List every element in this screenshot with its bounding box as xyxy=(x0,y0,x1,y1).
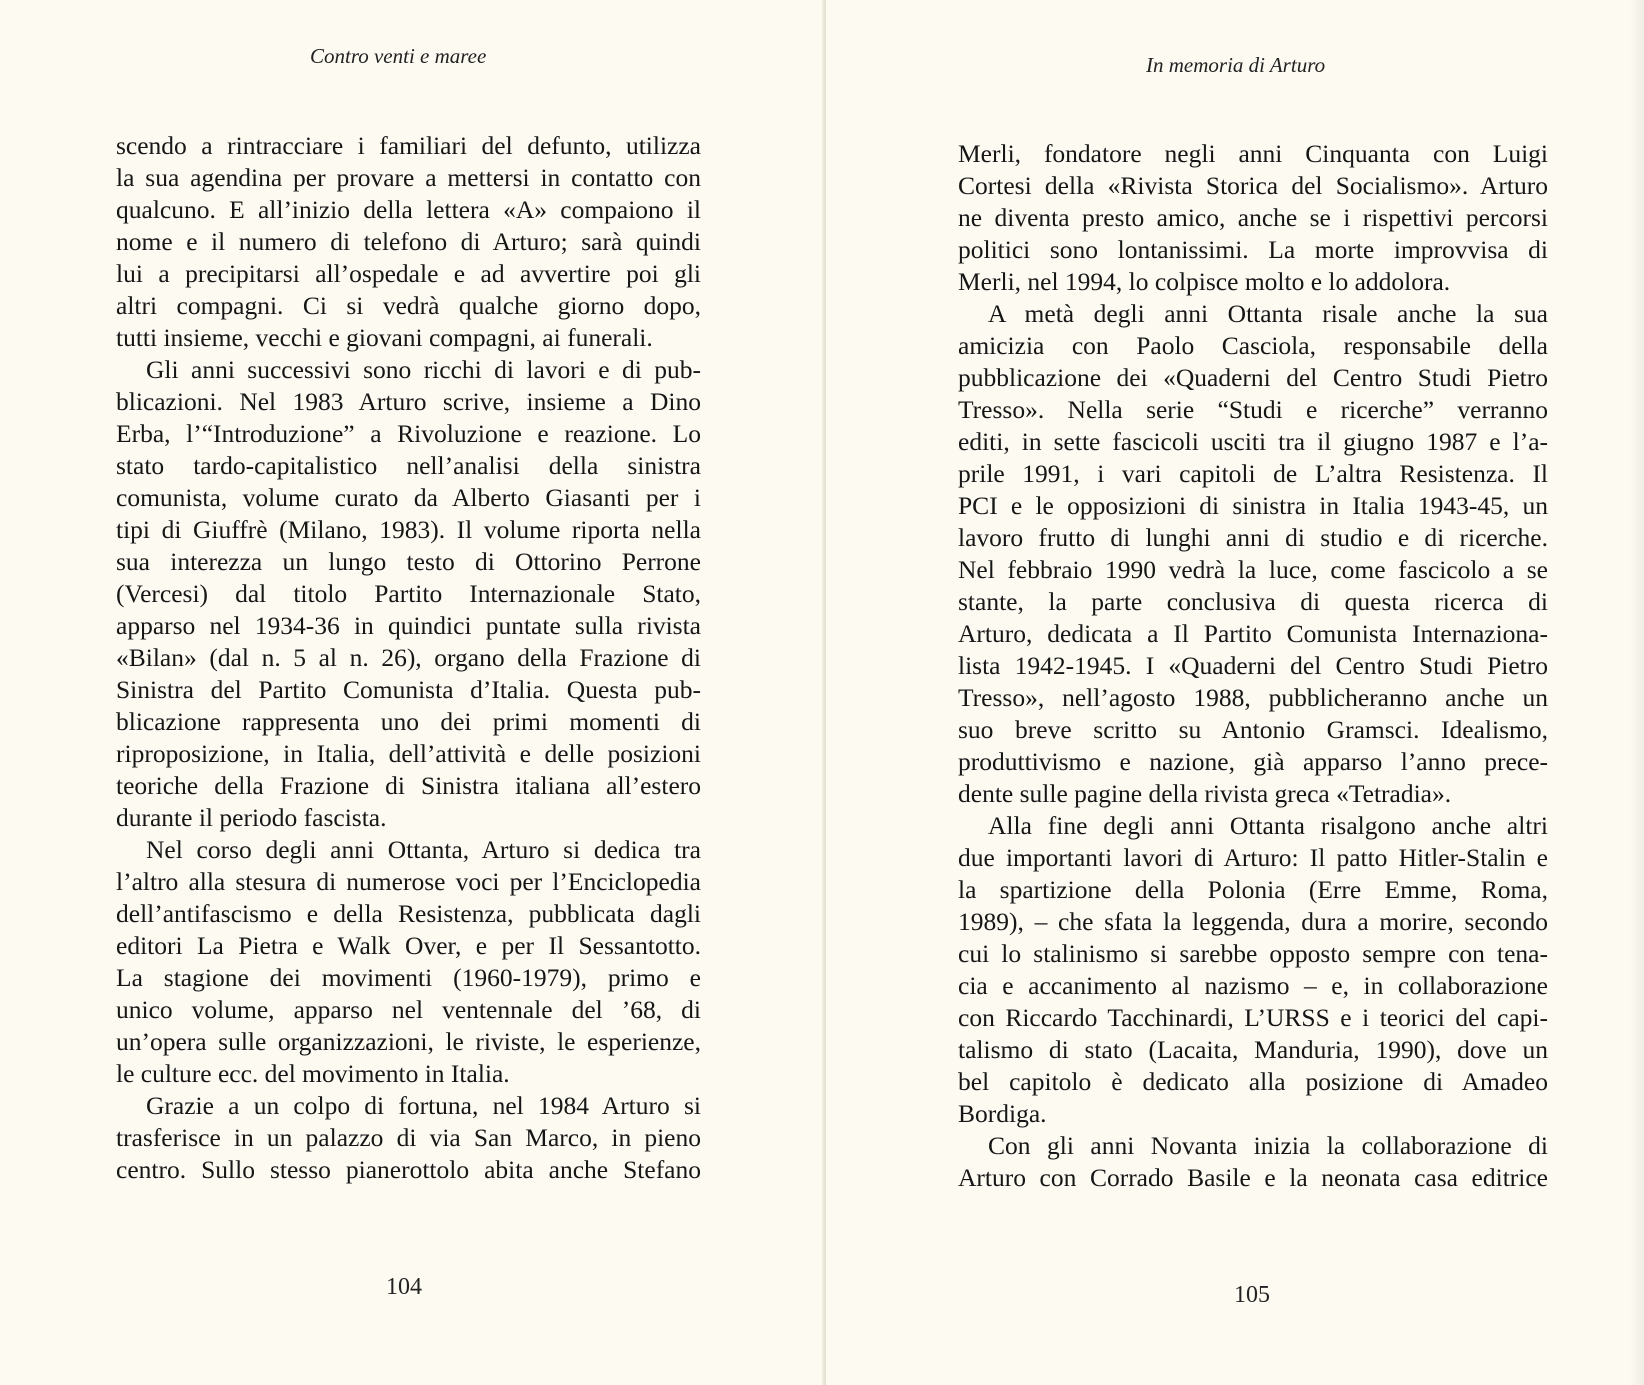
text-line: amicizia con Paolo Casciola, responsabile della xyxy=(958,331,1548,360)
body-text xyxy=(958,138,1548,1194)
text-line: un’opera sulle organizzazioni, le riviste, le esperienze, xyxy=(116,1027,701,1056)
text-line: unico volume, apparso nel ventennale del ’68, di xyxy=(116,995,701,1024)
text-line: PCI e le opposizioni di sinistra in Italia 1943-45, un xyxy=(958,491,1548,520)
text-line: editori La Pietra e Walk Over, e per Il Sessantotto. xyxy=(116,931,701,960)
text-line: con Riccardo Tacchinardi, L’URSS e i teorici del capi- xyxy=(958,1003,1548,1032)
text-line: ne diventa presto amico, anche se i rispettivi percorsi xyxy=(958,203,1548,232)
text-line: Tresso». Nella serie “Studi e ricerche” verranno xyxy=(958,395,1548,424)
running-head: Contro venti e maree xyxy=(310,44,487,68)
text-line: talismo di stato (Lacaita, Manduria, 1990), dove un xyxy=(958,1035,1548,1064)
text-line: apparso nel 1934-36 in quindici puntate sulla rivista xyxy=(116,611,701,640)
text-line: durante il periodo fascista. xyxy=(116,803,387,832)
text-line: «Bilan» (dal n. 5 al n. 26), organo della Frazione di xyxy=(116,643,701,672)
page-number: 104 xyxy=(386,1274,422,1300)
body-text xyxy=(116,130,701,1186)
text-line: l’altro alla stesura di numerose voci per l’Enciclopedia xyxy=(116,867,701,896)
text-line: centro. Sullo stesso pianerottolo abita anche Stefano xyxy=(116,1155,701,1184)
text-line: la sua agendina per provare a mettersi in contatto con xyxy=(116,163,701,192)
text-line: trasferisce in un palazzo di via San Marco, in pieno xyxy=(116,1123,701,1152)
text-line: Arturo, dedicata a Il Partito Comunista Internaziona- xyxy=(958,619,1548,648)
text-line: le culture ecc. del movimento in Italia. xyxy=(116,1059,510,1088)
text-line: riproposizione, in Italia, dell’attività e delle posizioni xyxy=(116,739,701,768)
text-line: prile 1991, i vari capitoli de L’altra Resistenza. Il xyxy=(958,459,1548,488)
text-line: teoriche della Frazione di Sinistra italiana all’estero xyxy=(116,771,701,800)
text-line: Grazie a un colpo di fortuna, nel 1984 Arturo si xyxy=(146,1091,701,1120)
text-line: La stagione dei movimenti (1960-1979), primo e xyxy=(116,963,701,992)
text-line: tipi di Giuffrè (Milano, 1983). Il volume riporta nella xyxy=(116,515,701,544)
text-line: Cortesi della «Rivista Storica del Socialismo». Arturo xyxy=(958,171,1548,200)
text-line: Con gli anni Novanta inizia la collaborazione di xyxy=(988,1131,1548,1160)
text-line: editi, in sette fascicoli usciti tra il giugno 1987 e l’a- xyxy=(958,427,1548,456)
text-line: Merli, fondatore negli anni Cinquanta con Luigi xyxy=(958,139,1548,168)
text-line: stante, la parte conclusiva di questa ricerca di xyxy=(958,587,1548,616)
text-line: lista 1942-1945. I «Quaderni del Centro Studi Pietro xyxy=(958,651,1548,680)
text-line: lavoro frutto di lunghi anni di studio e di ricerche. xyxy=(958,523,1548,552)
text-line: tutti insieme, vecchi e giovani compagni, ai funerali. xyxy=(116,323,653,352)
text-line: due importanti lavori di Arturo: Il patto Hitler-Stalin e xyxy=(958,843,1548,872)
text-line: Tresso», nell’agosto 1988, pubblicheranno anche un xyxy=(958,683,1548,712)
text-line: 1989), – che sfata la leggenda, dura a morire, secondo xyxy=(958,907,1548,936)
text-line: suo breve scritto su Antonio Gramsci. Idealismo, xyxy=(958,715,1548,744)
text-line: Alla fine degli anni Ottanta risalgono anche altri xyxy=(988,811,1548,840)
page-edge xyxy=(1630,0,1644,1385)
text-line: dente sulle pagine della rivista greca «Tetradia». xyxy=(958,779,1452,808)
text-line: blicazioni. Nel 1983 Arturo scrive, insieme a Dino xyxy=(116,387,701,416)
text-line: politici sono lontanissimi. La morte improvvisa di xyxy=(958,235,1548,264)
text-line: comunista, volume curato da Alberto Giasanti per i xyxy=(116,483,701,512)
text-line: sua interezza un lungo testo di Ottorino Perrone xyxy=(116,547,701,576)
text-line: Sinistra del Partito Comunista d’Italia. Questa pub- xyxy=(116,675,701,704)
text-line: (Vercesi) dal titolo Partito Internazionale Stato, xyxy=(116,579,701,608)
text-line: produttivismo e nazione, già apparso l’anno prece- xyxy=(958,747,1548,776)
text-line: bel capitolo è dedicato alla posizione di Amadeo xyxy=(958,1067,1548,1096)
text-line: Bordiga. xyxy=(958,1099,1047,1128)
right-page xyxy=(826,0,1644,1385)
text-line: qualcuno. E all’inizio della lettera «A» compaiono il xyxy=(116,195,701,224)
text-line: stato tardo-capitalistico nell’analisi della sinistra xyxy=(116,451,701,480)
text-line: altri compagni. Ci si vedrà qualche giorno dopo, xyxy=(116,291,701,320)
text-line: lui a precipitarsi all’ospedale e ad avvertire poi gli xyxy=(116,259,701,288)
text-line: dell’antifascismo e della Resistenza, pubblicata dagli xyxy=(116,899,701,928)
text-line: Nel febbraio 1990 vedrà la luce, come fascicolo a se xyxy=(958,555,1548,584)
running-head: In memoria di Arturo xyxy=(1146,53,1326,77)
text-line: nome e il numero di telefono di Arturo; sarà quindi xyxy=(116,227,701,256)
text-line: scendo a rintracciare i familiari del defunto, utilizza xyxy=(116,131,701,160)
text-line: cui lo stalinismo si sarebbe opposto sempre con tena- xyxy=(958,939,1548,968)
text-line: blicazione rappresenta uno dei primi momenti di xyxy=(116,707,701,736)
text-line: A metà degli anni Ottanta risale anche la sua xyxy=(988,299,1548,328)
text-line: la spartizione della Polonia (Erre Emme, Roma, xyxy=(958,875,1548,904)
text-line: Nel corso degli anni Ottanta, Arturo si dedica tra xyxy=(146,835,701,864)
text-line: Gli anni successivi sono ricchi di lavori e di pub- xyxy=(146,355,701,384)
text-line: Arturo con Corrado Basile e la neonata casa editrice xyxy=(958,1163,1548,1192)
text-line: cia e accanimento al nazismo – e, in collaborazione xyxy=(958,971,1548,1000)
page-number: 105 xyxy=(1234,1282,1270,1308)
text-line: Erba, l’“Introduzione” a Rivoluzione e reazione. Lo xyxy=(116,419,701,448)
text-line: Merli, nel 1994, lo colpisce molto e lo addolora. xyxy=(958,267,1451,296)
text-line: pubblicazione dei «Quaderni del Centro Studi Pietro xyxy=(958,363,1548,392)
